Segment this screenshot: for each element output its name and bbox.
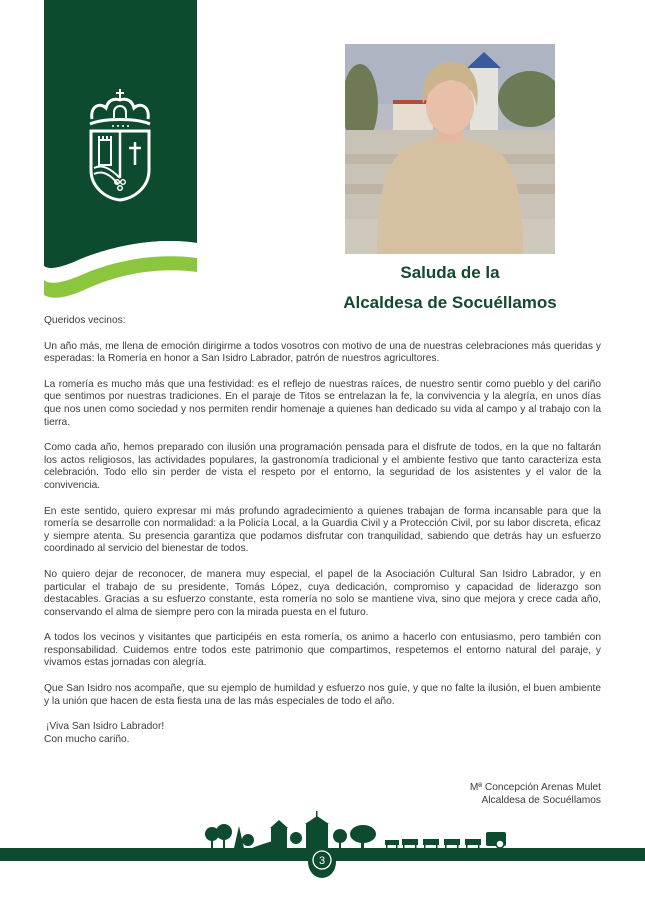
- letter-paragraph: Como cada año, hemos preparado con ilusión una programación pensada para el disfrute de todos, en la que no faltarán los actos religiosos, las actividades populares, la gastronomía tradicional y el ambiente festivo que tanto caracteriza esta celebración. Todo ello sin perder de vista el respeto por el entorno, la seguridad de los asistentes y el valor de la convivencia.: [44, 442, 601, 491]
- letter-paragraph: Que San Isidro nos acompañe, que su ejemplo de humildad y esfuerzo nos guíe, y que no falte la ilusión, el buen ambiente y la unión que hacen de esta fiesta una de las más especiales de todo el año.: [44, 683, 601, 707]
- letter-paragraph: A todos los vecinos y visitantes que participéis en esta romería, os animo a hacerlo con entusiasmo, pero también con responsabilidad. Cuidemos entre todos este patrimonio que compartimos, respetemos el entorno natural del paraje, y vivamos estas jornadas con alegría.: [44, 632, 601, 669]
- signature-role: Alcaldesa de Socuéllamos: [481, 794, 601, 806]
- signature-block: [470, 782, 601, 807]
- letter-paragraph: En este sentido, quiero expresar mi más profundo agradecimiento a quienes trabajan de forma incansable para que la romería se desarrolle con normalidad: a la Policía Local, a la Guardia Civil y a Protección Civil, por su labor discreta, eficaz y siempre atenta. Su presencia garantiza que podamos disfrutar con tranquilidad, sabiendo que detrás hay un esfuerzo coordinado al servicio del bienestar de todos.: [44, 505, 601, 555]
- page-title: [300, 258, 600, 318]
- banner-graphic: [44, 0, 197, 300]
- letter-closing-exclamation: ¡Viva San Isidro Labrador!: [46, 721, 165, 733]
- title-line-2: Alcaldesa de Socuéllamos: [343, 293, 557, 312]
- header-banner: [44, 0, 197, 300]
- letter-body: [44, 315, 601, 746]
- mayor-portrait-photo: [345, 44, 555, 254]
- letter-paragraph: La romería es mucho más que una festividad: es el reflejo de nuestras raíces, de nuestro sentir como pueblo y del cariño que sentimos por nuestras tradiciones. En el paraje de Titos se entrelazan la fe, la convivencia y la alegría, en unos días que nos unen como sociedad y nos permiten rendir homenaje a quienes han dedicado su vida al campo y al trabajo con la tierra.: [44, 378, 601, 428]
- letter-greeting: Queridos vecinos:: [44, 315, 126, 326]
- letter-paragraph: No quiero dejar de reconocer, de manera muy especial, el papel de la Asociación Cultural San Isidro Labrador, y en particular el trabajo de su presidente, Tomás López, cuya dedicación, compromiso y capacidad de liderazgo son destacables. Gracias a su esfuerzo constante, esta romería no solo se mantiene viva, sino que mejora y crece cada año, conservando el alma de siempre pero con la mirada puesta en el futuro.: [44, 568, 601, 618]
- signature-name: Mª Concepción Arenas Mulet: [469, 782, 601, 793]
- page-number: 3: [318, 855, 326, 867]
- title-line-1: Saluda de la: [400, 263, 500, 282]
- letter-closing-farewell: Con mucho cariño.: [44, 733, 130, 745]
- letter-paragraph: Un año más, me llena de emoción dirigirme a todos vosotros con motivo de una de nuestras celebraciones más queridas y esperadas: la Romería en honor a San Isidro Labrador, patrón de nuestros agricultores.: [44, 340, 601, 365]
